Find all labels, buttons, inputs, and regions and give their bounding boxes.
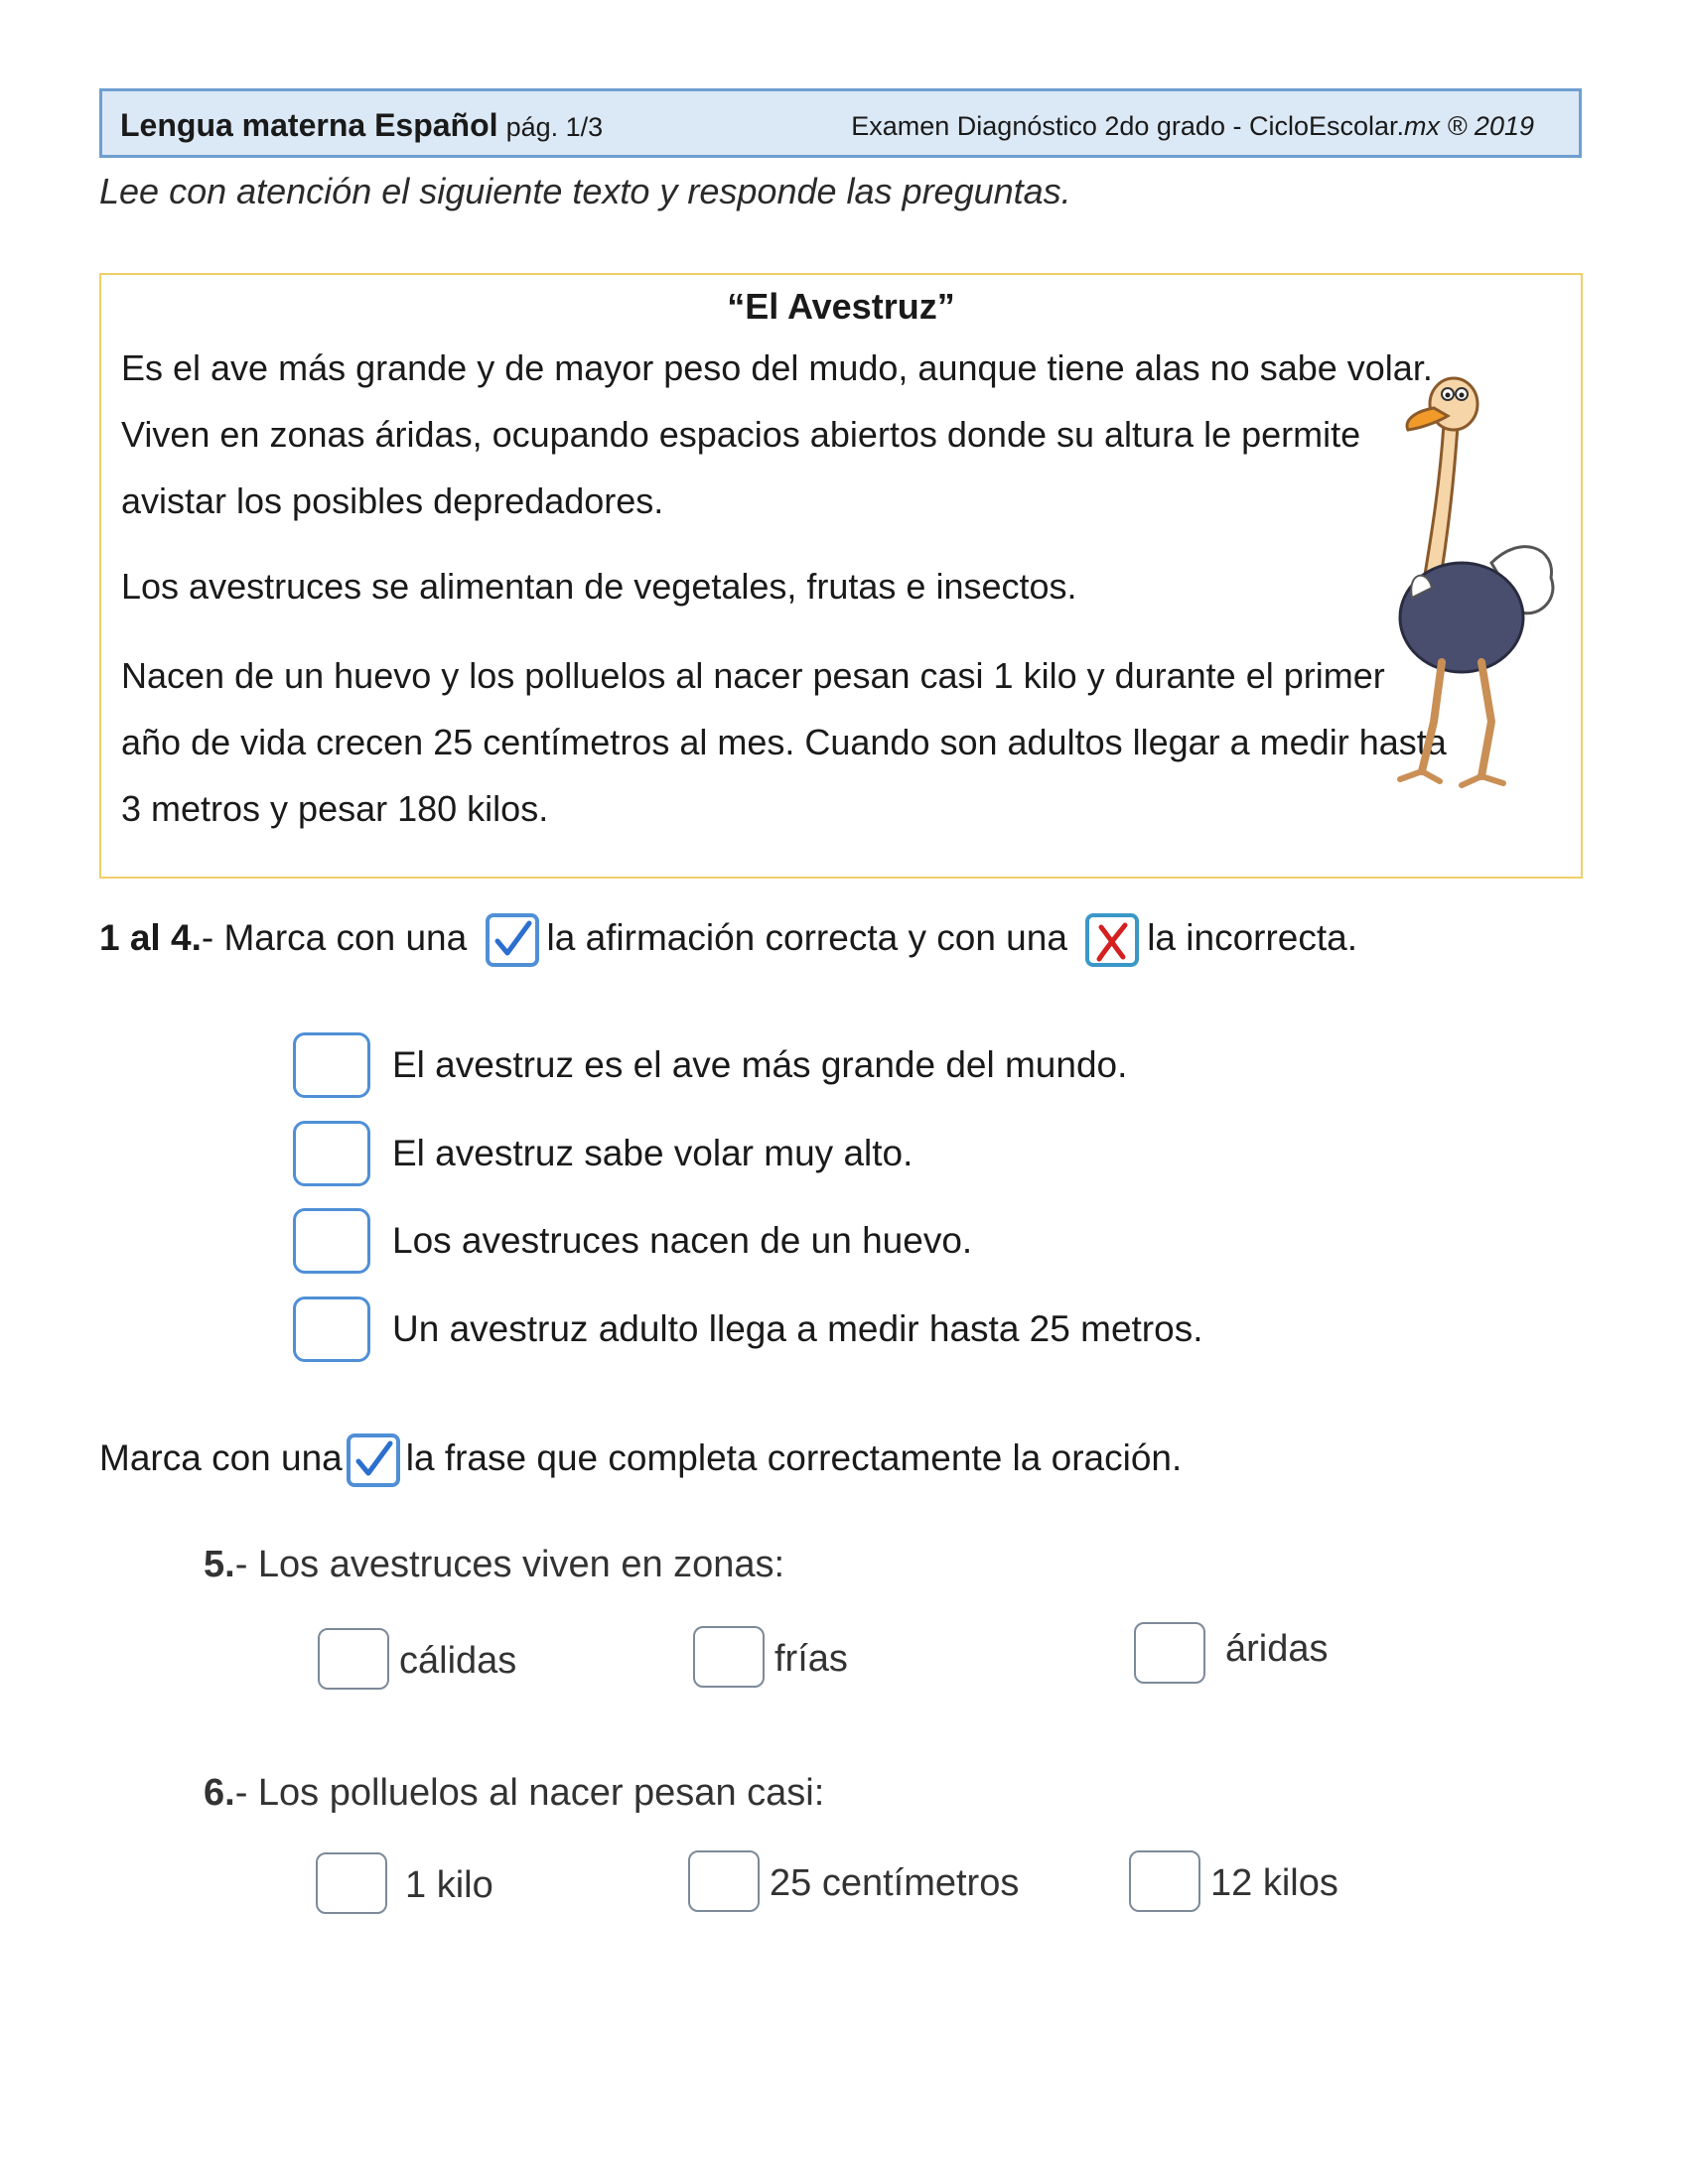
reading-paragraph-2: Los avestruces se alimentan de vegetales, frutas e insectos. xyxy=(121,566,1077,607)
page-header xyxy=(99,88,1582,158)
q5-option-2-label: frías xyxy=(774,1638,848,1680)
q5-option-3-checkbox[interactable] xyxy=(1134,1622,1205,1684)
question-5 xyxy=(204,1544,784,1586)
exam-domain: mx xyxy=(1404,111,1441,141)
section1-number: 1 al 4. xyxy=(99,916,202,958)
q6-option-1-checkbox[interactable] xyxy=(316,1852,387,1914)
exam-title: Examen Diagnóstico 2do grado - CicloEscolar. xyxy=(851,111,1405,141)
q5-option-2-checkbox[interactable] xyxy=(693,1626,765,1688)
checkmark-icon xyxy=(490,917,535,963)
q5-option-3-label: áridas xyxy=(1225,1628,1329,1670)
exam-year: ® 2019 xyxy=(1440,111,1534,141)
instruction: Lee con atención el siguiente texto y responde las preguntas. xyxy=(99,171,1071,211)
page-number: pág. 1/3 xyxy=(505,112,604,142)
header-left xyxy=(120,107,603,144)
q6-option-2-checkbox[interactable] xyxy=(688,1850,760,1912)
q5-option-1-checkbox[interactable] xyxy=(318,1628,389,1690)
checkmark-icon xyxy=(351,1437,396,1483)
sample-check-box-2 xyxy=(347,1433,400,1487)
ostrich-illustration xyxy=(1382,364,1561,791)
q6-option-1-label: 1 kilo xyxy=(405,1864,493,1906)
section1-suffix: la incorrecta. xyxy=(1147,916,1358,958)
tf-checkbox-4[interactable] xyxy=(293,1297,370,1362)
section2-suffix: la frase que completa correctamente la oración. xyxy=(405,1436,1183,1478)
section1-middle: la afirmación correcta y con una xyxy=(546,916,1067,958)
reading-box xyxy=(99,273,1583,879)
tf-checkbox-3[interactable] xyxy=(293,1208,370,1274)
q5-number: 5. xyxy=(204,1544,235,1585)
tf-text-1: El avestruz es el ave más grande del mundo. xyxy=(392,1044,1128,1085)
tf-text-2: El avestruz sabe volar muy alto. xyxy=(392,1133,914,1173)
header-right xyxy=(851,111,1534,142)
q6-option-3-label: 12 kilos xyxy=(1210,1862,1338,1904)
q6-option-3-checkbox[interactable] xyxy=(1129,1850,1200,1912)
section1-instruction xyxy=(99,913,1357,967)
sample-cross-box xyxy=(1085,913,1139,967)
reading-title: “El Avestruz” xyxy=(727,286,955,327)
tf-checkbox-2[interactable] xyxy=(293,1121,370,1186)
tf-text-4: Un avestruz adulto llega a medir hasta 25 metros. xyxy=(392,1308,1203,1349)
tf-checkbox-1[interactable] xyxy=(293,1032,370,1098)
q5-option-1-label: cálidas xyxy=(399,1640,517,1682)
q6-number: 6. xyxy=(204,1772,235,1814)
reading-paragraph-3: Nacen de un huevo y los polluelos al nacer pesan casi 1 kilo y durante el primer año de vida crecen 25 centímetros al mes. Cuando son adultos llegar a medir hasta 3 metros y pesar 180 kilos. xyxy=(121,655,1447,829)
subject-title: Lengua materna Español xyxy=(120,107,498,143)
q6-text: - Los polluelos al nacer pesan casi: xyxy=(234,1772,825,1814)
q6-option-2-label: 25 centímetros xyxy=(770,1862,1020,1904)
reading-paragraph-1: Es el ave más grande y de mayor peso del mudo, aunque tiene alas no sabe volar. Viven en zonas áridas, ocupando espacios abiertos donde su altura le permite avistar los posibles depredadores. xyxy=(121,347,1433,521)
sample-check-box xyxy=(486,913,539,967)
cross-icon xyxy=(1089,917,1135,963)
tf-text-3: Los avestruces nacen de un huevo. xyxy=(392,1220,973,1261)
section2-instruction xyxy=(99,1433,1182,1487)
section1-prefix: - Marca con una xyxy=(201,916,468,958)
q5-text: - Los avestruces viven en zonas: xyxy=(234,1544,785,1585)
question-6 xyxy=(204,1772,824,1815)
section2-prefix: Marca con una xyxy=(99,1436,343,1478)
